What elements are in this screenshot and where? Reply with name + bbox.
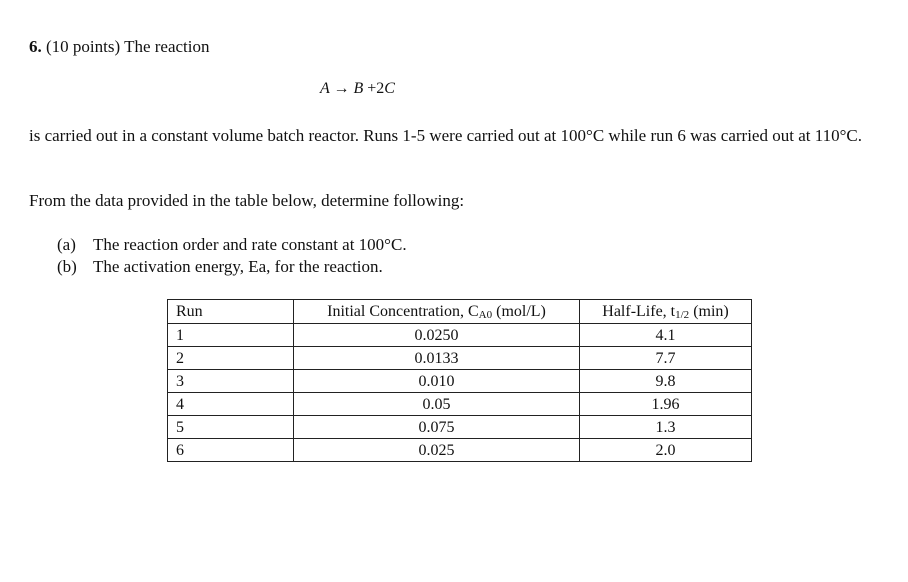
cell-concentration: 0.05 (294, 393, 580, 416)
part-a-text: The reaction order and rate constant at 100°C. (92, 235, 407, 254)
coefficient: 2 (376, 80, 385, 97)
product-b: B (353, 80, 364, 97)
cell-run: 2 (168, 347, 294, 370)
part-b-label: (b) (57, 257, 77, 276)
cell-half-life: 2.0 (580, 439, 752, 462)
header-half-life: Half-Life, $t_{1/2}$ (min) (580, 300, 752, 324)
cell-half-life: 1.96 (580, 393, 752, 416)
question-header (29, 37, 210, 57)
header-run: Run (168, 300, 294, 324)
instruction-paragraph: From the data provided in the table below, determine following: (29, 191, 465, 210)
cell-concentration: 0.0133 (294, 347, 580, 370)
header-concentration: Initial Concentration, $C_{A0}$ (mol/L) (294, 300, 580, 324)
question-points: (10 points) The reaction (46, 37, 210, 56)
reactant: A (320, 80, 330, 97)
cell-half-life: 4.1 (580, 324, 752, 347)
cell-concentration: 0.010 (294, 370, 580, 393)
reaction-arrow: → (333, 80, 350, 97)
cell-concentration: 0.0250 (294, 324, 580, 347)
table-row (168, 439, 752, 462)
part-a-label: (a) (57, 235, 76, 254)
table-row (168, 370, 752, 393)
cell-run: 1 (168, 324, 294, 347)
part-b (57, 257, 383, 277)
cell-run: 3 (168, 370, 294, 393)
cell-half-life: 7.7 (580, 347, 752, 370)
cell-half-life: 1.3 (580, 416, 752, 439)
data-table (167, 299, 752, 462)
product-c: C (384, 80, 395, 97)
plus-sign: + (367, 80, 377, 97)
reaction-equation (320, 80, 395, 98)
question-number: 6. (29, 37, 42, 56)
table-row (168, 324, 752, 347)
part-b-text: The activation energy, Ea, for the reaction. (92, 257, 383, 276)
table-row (168, 347, 752, 370)
cell-half-life: 9.8 (580, 370, 752, 393)
cell-run: 6 (168, 439, 294, 462)
part-a (57, 235, 407, 255)
table-row (168, 416, 752, 439)
table-header-row (168, 300, 752, 324)
cell-concentration: 0.025 (294, 439, 580, 462)
table-row (168, 393, 752, 416)
description-paragraph: is carried out in a constant volume batch reactor. Runs 1-5 were carried out at 100°C while run 6 was carried out at 110°C. (29, 126, 862, 145)
cell-concentration: 0.075 (294, 416, 580, 439)
cell-run: 5 (168, 416, 294, 439)
cell-run: 4 (168, 393, 294, 416)
